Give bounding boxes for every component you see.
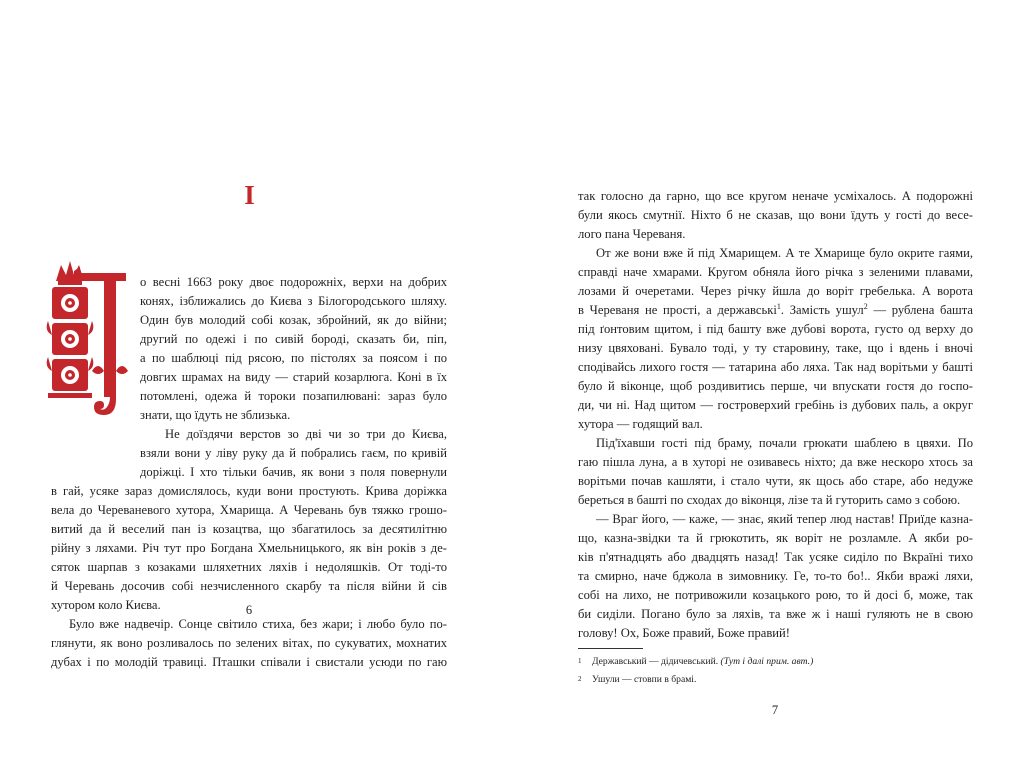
footnote-divider — [578, 648, 643, 649]
text-line: так голосно да гарно, що все кругом неначе усміхалось. А подорожні — [578, 189, 973, 203]
text-line: під ґонтовим щитом, і під башту вже дубові ворота, густо од верху до — [578, 322, 973, 336]
page-number: 6 — [245, 603, 253, 617]
text-line: лого пана Череваня. — [578, 227, 686, 241]
text-line: конях, ізближались до Києва з Білогородського шляху. — [140, 294, 447, 308]
text-line: ди, чи ні. Над щитом — гостроверхий гребінь із дубових паль, а округ — [578, 398, 973, 412]
text-line: ворітьми почав кашляти, і стало чути, як щось або старе, або недуже — [578, 474, 973, 488]
text-line: вела до Череваневого хутора, Хмарища. А Черевань був тяжко грошо- — [51, 503, 447, 517]
text-line: собі на лихо, не потривожили козацького рою, то й досі б, може, так — [578, 588, 973, 602]
text-line: другий по одежі і по сивій бороді, сказать би, піп, — [140, 332, 447, 346]
text-line: сподівайсь лихого гостя — татарина або ляха. Так над ворітьми у башті — [578, 360, 973, 374]
text-line: — Враг його, — каже, — знає, який тепер люд настав! Приїде казна- — [596, 512, 973, 526]
text-line: було й віконце, щоб роздивитись перше, чи впускати гостя до госпо- — [578, 379, 973, 393]
text-line: хутором коло Києва. — [51, 598, 161, 612]
text-line: сяток шарпав з козаками шляхетних ляхів і недоляшків. От тоді-то — [51, 560, 447, 574]
text-line: От же вони вже й під Хмарищем. А те Хмарище було окрите гаями, — [596, 246, 973, 260]
text-line: взяли вони у ліву руку да й побрались гаєм, по кривій — [140, 446, 447, 460]
text-line: гаю пішла луна, а в хуторі не озивавесь ніхто; да вже нескоро хтось за — [578, 455, 973, 469]
text-line: й Черевань досочив собі незчисленного скарбу та після війни й сів — [51, 579, 447, 593]
text-line: Під'їхавши гості під браму, почали грюкати шаблею в цвяхи. По — [596, 436, 973, 450]
text-line: лозами й очеретами. Через річку йшла до воріт гребелька. А ворота — [578, 284, 973, 298]
text-line: би сиділи. Погано було за ляхів, та вже ж і наші гуляють не в свою — [578, 607, 973, 621]
footnote-mark: 1 — [578, 657, 582, 665]
text-line: знати, що їдуть не зблизька. — [140, 408, 291, 422]
text-line: доріжці. І хто тільки бачив, як вони з поля повернули — [140, 465, 447, 479]
text-line: ків п'ятнадцять або двадцять назад! Так усяке сиділо по Вкраїні тихо — [578, 550, 973, 564]
text-line: були якось смутнії. Ніхто б не сказав, що вони їдуть у гості до весе- — [578, 208, 973, 222]
text-line: та смирно, наче бджола в зимовнику. Ге, то-то бо!.. Якби вражі ляхи, — [578, 569, 973, 583]
text-line: о весні 1663 року двоє подорожніх, верхи на добрих — [140, 275, 447, 289]
text-line: Було вже надвечір. Сонце світило стиха, без жари; і любо було по- — [69, 617, 447, 631]
footnote-ref-2[interactable]: 2 — [863, 301, 868, 311]
text-line: Один був молодий собі козак, збройний, як до війни; — [140, 313, 447, 327]
text-line: в гай, усяке зараз домислялось, куди вони простують. Крива доріжка — [51, 484, 447, 498]
page-number: 7 — [771, 703, 779, 717]
drop-cap-initial-p-ornament — [44, 259, 130, 419]
text-line: справді наче хмарами. Кругом обняла його річка з зеленими плавами, — [578, 265, 973, 279]
text-line: витий да й веселий пан із козацтва, що збагатилось за десятилітню — [51, 522, 447, 536]
text-line: довгих шрамах на виду — старий козарлюга. Коні в їх — [140, 370, 447, 384]
chapter-number: I — [244, 180, 256, 210]
text-line: хутора — годящий вал. — [578, 417, 703, 431]
text-line: низу цвяховані. Бувало тоді, у ту старовину, таке, що і вдень і вночі — [578, 341, 973, 355]
text-line: глянути, як воно розливалось по зелених вітах, по сукуватих, мохнатих — [51, 636, 447, 650]
text-line: рійну з ляхами. Річ тут про Богдана Хмельницького, як він років з де- — [51, 541, 447, 555]
text-line: береться в башті по сходах до віконця, лізе та й гуторить само з собою. — [578, 493, 961, 507]
text-line: а по шаблюці під рясою, по пістолях за поясом і по — [140, 351, 447, 365]
text-line: в Череваня не прості, а державські$^1$. Замість ушул$^2$ — рублена башта — [578, 301, 974, 317]
text-line: Не доїздячи верстов зо дві чи зо три до Києва, — [165, 427, 447, 441]
footnote-ref-1[interactable]: 1 — [776, 301, 781, 311]
text-line: потомлені, одежа й тороки позапилювані: зараз було — [140, 389, 447, 403]
text-line: голову! Ох, Боже правий, Боже правий! — [578, 626, 790, 640]
text-line: дубах і по молодій травиці. Пташки співали і свистали усюди по гаю — [51, 655, 447, 669]
footnote-mark: 2 — [578, 675, 582, 683]
text-line: що, казна-звідки та й грюкотить, як воріт не розламле. А якби ро- — [578, 531, 973, 545]
